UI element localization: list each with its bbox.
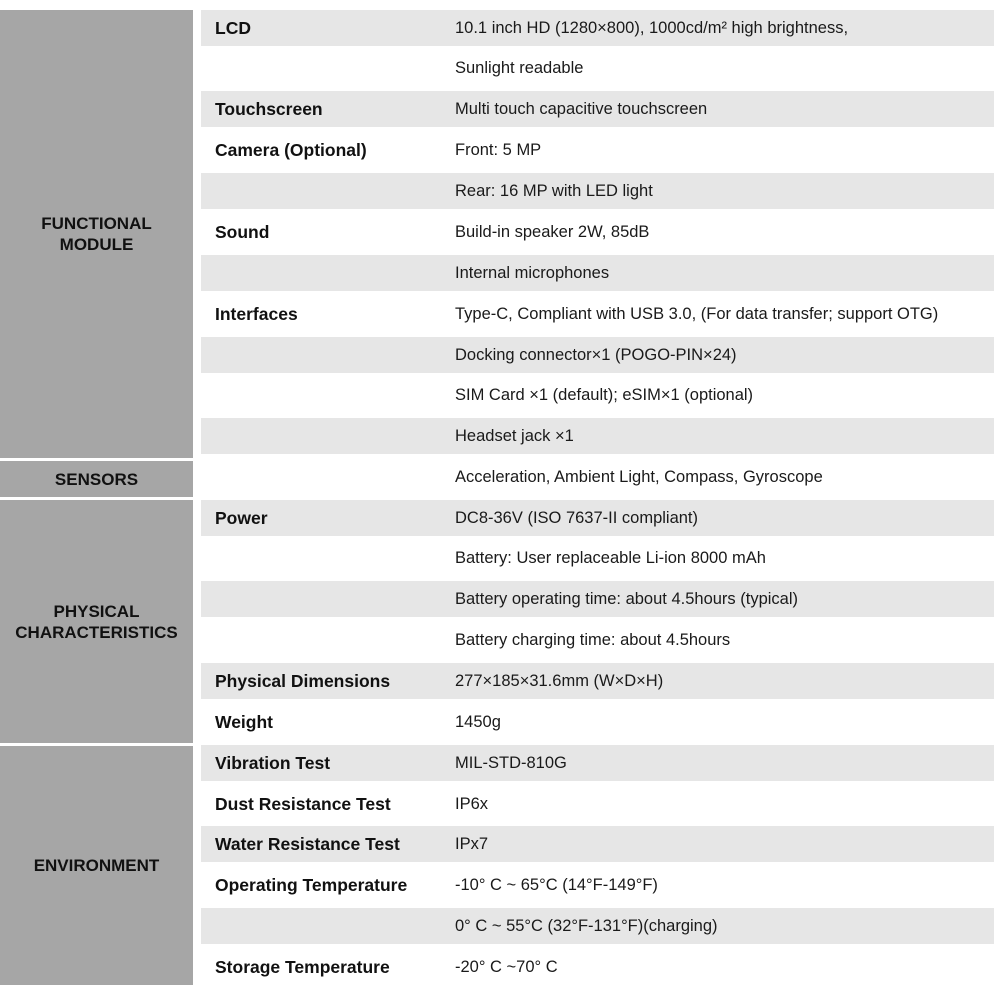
spec-label: Interfaces	[215, 304, 298, 324]
spec-label: Weight	[215, 712, 274, 732]
spec-row-docking	[201, 337, 994, 373]
spec-value: Internal microphones	[455, 264, 610, 282]
spec-label: LCD	[215, 18, 251, 38]
section-title: PHYSICAL CHARACTERISTICS	[15, 601, 178, 642]
spec-label: Water Resistance Test	[215, 834, 400, 854]
spec-label: Storage Temperature	[215, 957, 390, 977]
spec-value: Multi touch capacitive touchscreen	[455, 100, 708, 118]
spec-label: Dust Resistance Test	[215, 794, 391, 814]
spec-row-water	[201, 826, 994, 862]
spec-value: -20° C ~70° C	[455, 958, 558, 976]
spec-label: Operating Temperature	[215, 875, 408, 895]
spec-label: Physical Dimensions	[215, 671, 391, 691]
section-title: FUNCTIONAL MODULE	[41, 214, 152, 254]
spec-row-dimensions	[201, 663, 994, 699]
spec-label: Sound	[215, 222, 270, 242]
spec-value: -10° C ~ 65°C (14°F-149°F)	[455, 876, 658, 894]
spec-value: Battery operating time: about 4.5hours (typical)	[455, 590, 799, 608]
section-title: ENVIRONMENT	[33, 856, 160, 875]
spec-row-operating-temp	[201, 867, 994, 903]
spec-row-battery-charging	[201, 622, 994, 658]
spec-value: Headset jack ×1	[455, 427, 574, 445]
spec-label: Touchscreen	[215, 99, 323, 119]
spec-value: Sunlight readable	[455, 59, 584, 77]
spec-value: 10.1 inch HD (1280×800), 1000cd/m² high brightness,	[455, 19, 849, 37]
spec-value: IP6x	[455, 795, 489, 813]
spec-value: IPx7	[455, 835, 489, 853]
spec-row-microphones	[201, 255, 994, 291]
spec-value: Type-C, Compliant with USB 3.0, (For data transfer; support OTG)	[455, 305, 939, 323]
spec-row-power	[201, 500, 994, 536]
spec-value: Battery charging time: about 4.5hours	[455, 631, 731, 649]
spec-label: Camera (Optional)	[215, 140, 367, 160]
section-functional-module	[0, 10, 193, 458]
spec-row-weight	[201, 704, 994, 740]
spec-value: Acceleration, Ambient Light, Compass, Gyroscope	[455, 468, 823, 486]
section-physical-characteristics	[0, 500, 193, 743]
spec-row-sound	[201, 214, 994, 250]
spec-value: Front: 5 MP	[455, 141, 542, 159]
spec-row-camera	[201, 132, 994, 168]
spec-value: SIM Card ×1 (default); eSIM×1 (optional)	[455, 386, 754, 404]
spec-row-dust	[201, 786, 994, 822]
spec-value: 1450g	[455, 713, 501, 731]
spec-label: Power	[215, 508, 268, 528]
spec-row-battery	[201, 540, 994, 576]
spec-row-vibration	[201, 745, 994, 781]
spec-value: MIL-STD-810G	[455, 754, 567, 772]
spec-row-camera-rear	[201, 173, 994, 209]
spec-row-sim	[201, 377, 994, 413]
spec-row-charging-temp	[201, 908, 994, 944]
spec-row-headset	[201, 418, 994, 454]
section-environment	[0, 746, 193, 985]
spec-value: DC8-36V (ISO 7637-II compliant)	[455, 509, 699, 527]
spec-row-lcd	[201, 10, 994, 46]
spec-row-touchscreen	[201, 91, 994, 127]
section-title: SENSORS	[54, 469, 139, 489]
spec-value: 0° C ~ 55°C (32°F-131°F)(charging)	[455, 917, 718, 935]
spec-row-storage-temp	[201, 949, 994, 985]
spec-row-interfaces	[201, 296, 994, 332]
spec-value: Docking connector×1 (POGO-PIN×24)	[455, 346, 737, 364]
spec-row-sensors	[201, 459, 994, 495]
spec-label: Vibration Test	[215, 753, 331, 773]
section-sensors	[0, 461, 193, 497]
spec-value: Rear: 16 MP with LED light	[455, 182, 653, 200]
spec-value: Battery: User replaceable Li-ion 8000 mAh	[455, 549, 766, 567]
spec-row-battery-operating	[201, 581, 994, 617]
spec-value: Build-in speaker 2W, 85dB	[455, 223, 650, 241]
spec-value: 277×185×31.6mm (W×D×H)	[455, 672, 664, 690]
spec-row-lcd-cont	[201, 50, 994, 86]
